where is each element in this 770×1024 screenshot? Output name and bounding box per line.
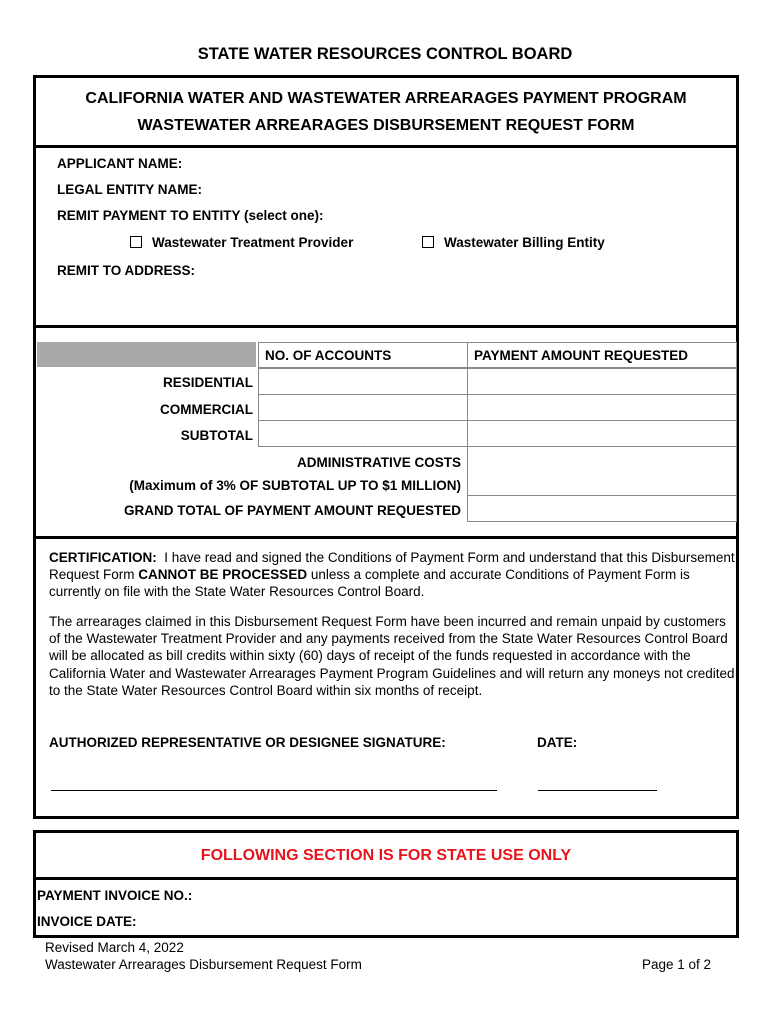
payment-column-header: PAYMENT AMOUNT REQUESTED xyxy=(474,348,689,363)
arrearages-paragraph: The arrearages claimed in this Disbursement Request Form have been incurred and remain unpaid by customers of the Wastewater Treatment Provider and any payments received from the State Water Resources Control Board will be allocated as bill credits within sixty (60) days of receipt of the funds requested in accordance with the California Water and Wastewater Arrearages Payment Program Guidelines and will return any moneys not credited to the State Water Resources Control Board within six months of receipt. xyxy=(49,614,735,698)
billing-entity-label: Wastewater Billing Entity xyxy=(444,235,605,250)
signature-label: AUTHORIZED REPRESENTATIVE OR DESIGNEE SIGNATURE: xyxy=(49,735,446,750)
option-treatment-provider[interactable] xyxy=(130,235,353,250)
legal-entity-label: LEGAL ENTITY NAME: xyxy=(57,182,203,197)
residential-accounts-input[interactable] xyxy=(258,368,468,395)
applicant-divider xyxy=(33,325,739,328)
commercial-payment-input[interactable] xyxy=(467,394,737,421)
title-divider xyxy=(33,145,739,148)
subtotal-label: SUBTOTAL xyxy=(180,428,253,443)
applicant-name-label: APPLICANT NAME: xyxy=(57,156,183,171)
table-shaded-header xyxy=(37,342,256,367)
residential-label: RESIDENTIAL xyxy=(162,375,253,390)
treatment-provider-label: Wastewater Treatment Provider xyxy=(152,235,354,250)
agency-title: STATE WATER RESOURCES CONTROL BOARD xyxy=(197,45,573,63)
billing-entity-checkbox[interactable] xyxy=(422,236,434,248)
invoice-number-label: PAYMENT INVOICE NO.: xyxy=(37,888,193,903)
page-number: Page 1 of 2 xyxy=(641,957,711,972)
state-use-divider xyxy=(33,877,739,880)
form-title: WASTEWATER ARREARAGES DISBURSEMENT REQUEST FORM xyxy=(137,117,635,134)
grand-total-payment-input[interactable] xyxy=(467,495,737,522)
admin-costs-label: ADMINISTRATIVE COSTS xyxy=(296,455,461,470)
subtotal-accounts-input[interactable] xyxy=(258,420,468,447)
grand-total-label: GRAND TOTAL OF PAYMENT AMOUNT REQUESTED xyxy=(123,503,461,518)
table-divider xyxy=(33,536,739,539)
commercial-label: COMMERCIAL xyxy=(160,402,253,417)
certification-paragraph xyxy=(49,549,739,601)
date-label: DATE: xyxy=(537,735,578,750)
remit-entity-label: REMIT PAYMENT TO ENTITY (select one): xyxy=(57,208,324,223)
admin-costs-limit-label: (Maximum of 3% OF SUBTOTAL UP TO $1 MILLION) xyxy=(129,478,461,493)
admin-costs-payment-input[interactable] xyxy=(467,446,737,496)
certification-heading: CERTIFICATION: xyxy=(49,550,157,565)
program-title: CALIFORNIA WATER AND WASTEWATER ARREARAGES PAYMENT PROGRAM xyxy=(85,90,687,107)
certification-text-a: I have read and signed the Conditions of Payment Form and understand that this Disbursement Request Form xyxy=(49,550,735,583)
accounts-column-header: NO. OF ACCOUNTS xyxy=(265,348,392,363)
certification-text-b: unless a complete and accurate Conditions of Payment Form is currently on file with the State Water Resources Control Board. xyxy=(49,567,690,600)
date-line[interactable] xyxy=(538,790,657,791)
treatment-provider-checkbox[interactable] xyxy=(130,236,142,248)
revised-date: Revised March 4, 2022 xyxy=(45,940,184,955)
footer-form-name: Wastewater Arrearages Disbursement Request Form xyxy=(45,957,362,972)
certification-emphasis: CANNOT BE PROCESSED xyxy=(138,567,308,583)
state-use-heading: FOLLOWING SECTION IS FOR STATE USE ONLY xyxy=(200,847,572,864)
invoice-date-label: INVOICE DATE: xyxy=(37,914,137,929)
option-billing-entity[interactable] xyxy=(422,235,605,250)
commercial-accounts-input[interactable] xyxy=(258,394,468,421)
subtotal-payment-input[interactable] xyxy=(467,420,737,447)
remit-address-label: REMIT TO ADDRESS: xyxy=(57,263,196,278)
signature-line[interactable] xyxy=(51,790,497,791)
residential-payment-input[interactable] xyxy=(467,368,737,395)
